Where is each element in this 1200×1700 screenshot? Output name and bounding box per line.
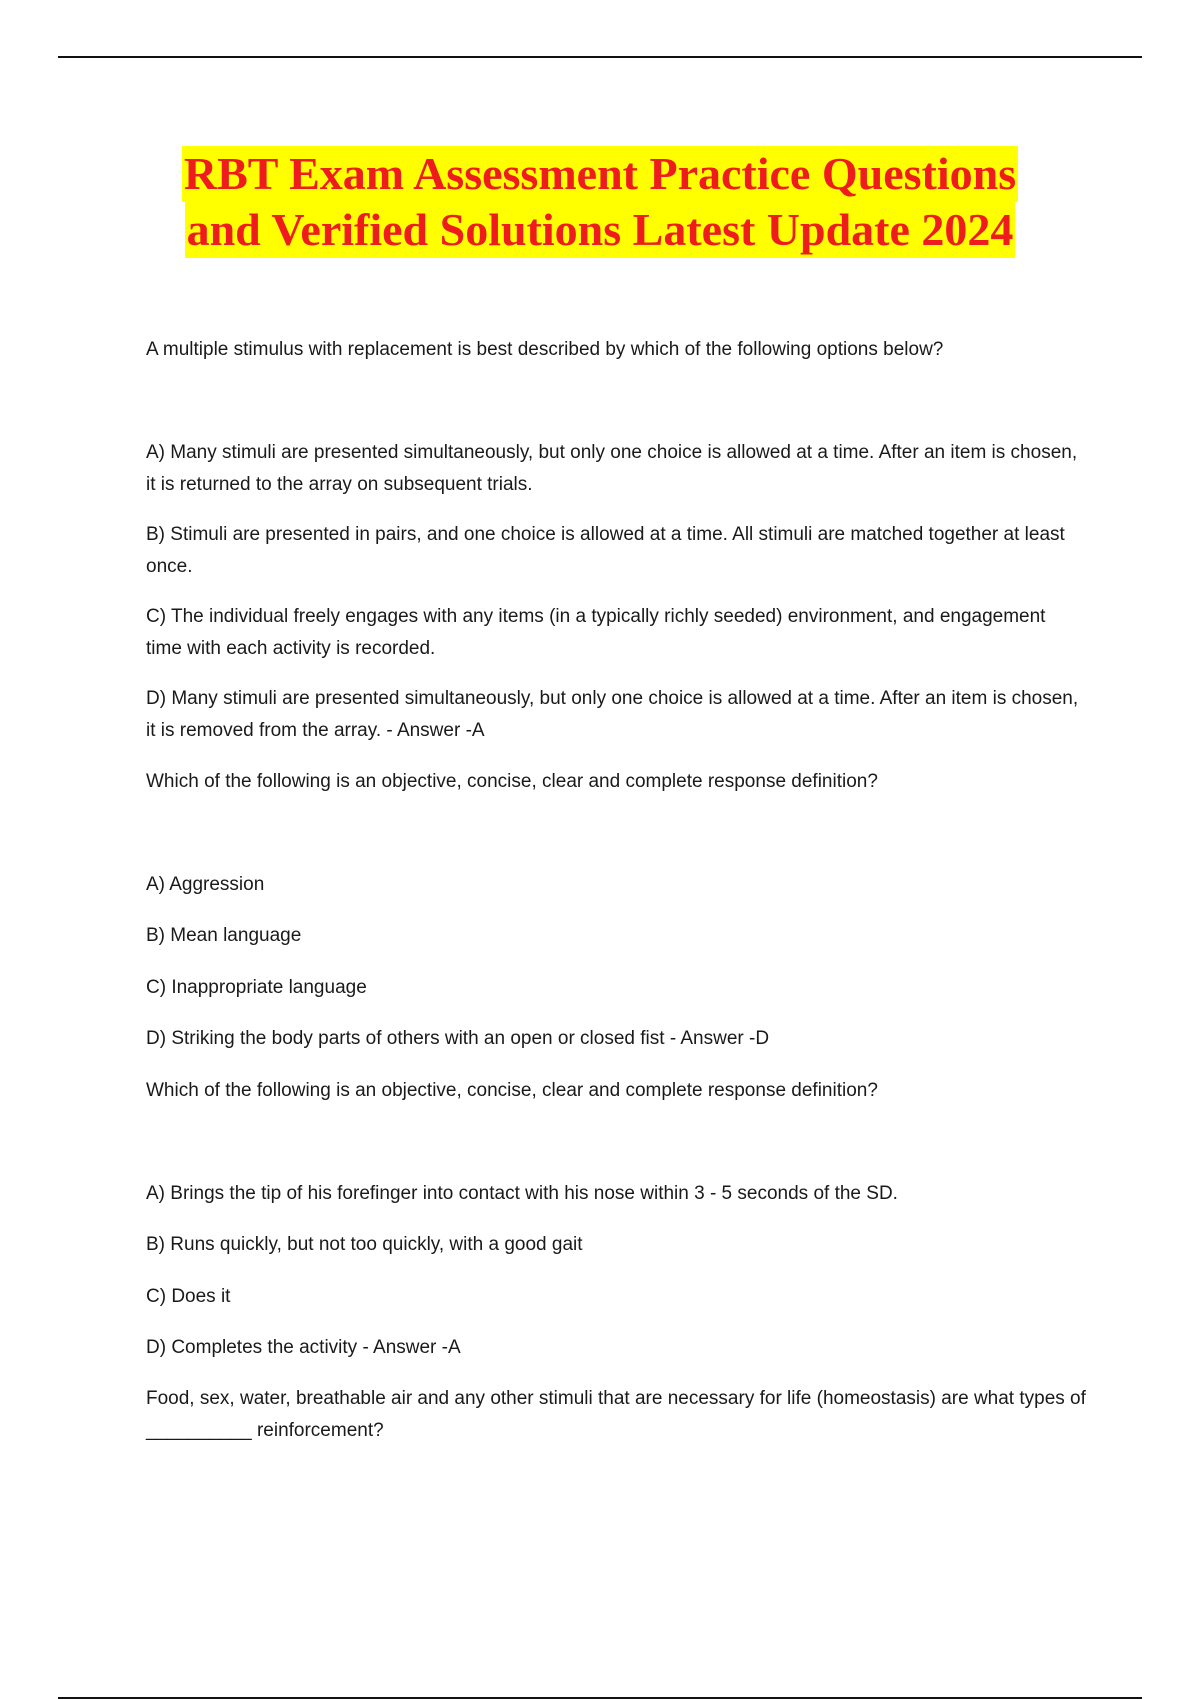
title-line-1: RBT Exam Assessment Practice Questions — [182, 146, 1018, 202]
answer-option: B) Stimuli are presented in pairs, and one choice is allowed at a time. All stimuli are matched together at least once. — [146, 524, 1065, 577]
question-prompt: A multiple stimulus with replacement is best described by which of the following options below? — [146, 339, 944, 360]
answer-option: D) Many stimuli are presented simultaneously, but only one choice is allowed at a time. After an item is chosen, it is removed from the array. - Answer -A — [146, 688, 1079, 741]
question-prompt: Which of the following is an objective, concise, clear and complete response definition? — [146, 1080, 878, 1101]
answer-option: A) Aggression — [146, 874, 265, 895]
answer-option: C) The individual freely engages with any items (in a typically richly seeded) environment, and engagement time with each activity is recorded. — [146, 606, 1046, 659]
question-prompt: Which of the following is an objective, concise, clear and complete response definition? — [146, 771, 878, 792]
title-line-2: and Verified Solutions Latest Update 2024 — [185, 202, 1016, 258]
answer-option: A) Many stimuli are presented simultaneously, but only one choice is allowed at a time. After an item is chosen, it is returned to the array on subsequent trials. — [146, 442, 1078, 495]
bottom-rule — [58, 1697, 1142, 1699]
question-prompt: Food, sex, water, breathable air and any other stimuli that are necessary for life (homeostasis) are what types of __________ reinforcement? — [146, 1388, 1086, 1441]
answer-option: C) Does it — [146, 1286, 231, 1307]
answer-option: D) Striking the body parts of others with an open or closed fist - Answer -D — [146, 1028, 770, 1049]
document-title — [0, 146, 1200, 258]
answer-option: B) Mean language — [146, 925, 302, 946]
answer-option: C) Inappropriate language — [146, 977, 367, 998]
top-rule — [58, 56, 1142, 58]
answer-option: B) Runs quickly, but not too quickly, with a good gait — [146, 1234, 583, 1255]
answer-option: D) Completes the activity - Answer -A — [146, 1337, 461, 1358]
answer-option: A) Brings the tip of his forefinger into contact with his nose within 3 - 5 seconds of the SD. — [146, 1183, 898, 1204]
